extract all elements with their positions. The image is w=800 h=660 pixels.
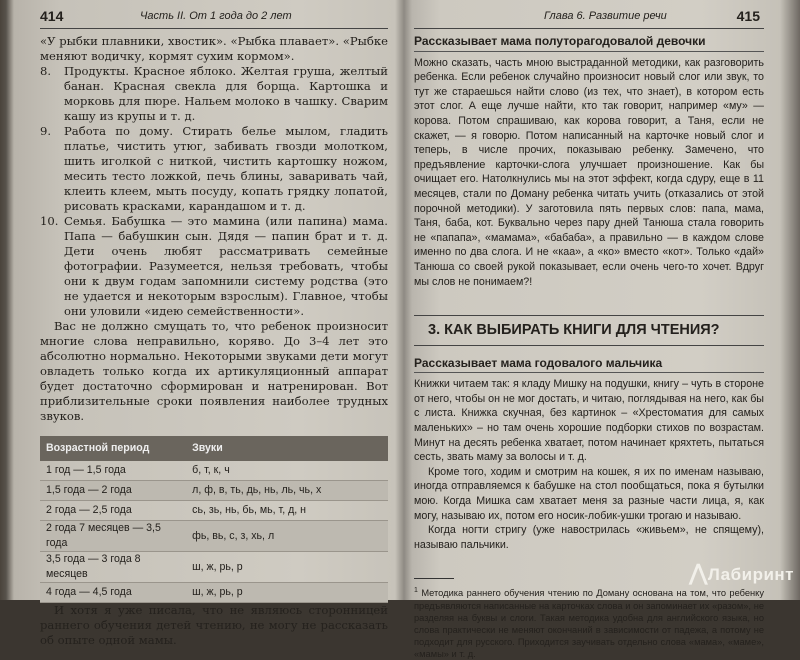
list-item-number: 9. — [40, 124, 52, 138]
table-cell: 3,5 года — 3 года 8 месяцев — [40, 552, 186, 583]
table-cell: 2 года — 2,5 года — [40, 501, 186, 521]
list-item-text: Продукты. Красное яблоко. Желтая груша, желтый банан. Красная свекла для борща. Картошка и морковь для пюре. Нальем молоко в чашку. Сварим кашу из крупы и т. д. — [64, 64, 388, 123]
table-cell: сь, зь, нь, бь, мь, т, д, н — [186, 501, 388, 521]
table-cell: 1,5 года — 2 года — [40, 481, 186, 501]
list-item-number: 8. — [40, 64, 52, 78]
table-cell: ш, ж, рь, р — [186, 552, 388, 583]
right-page-header — [414, 6, 764, 29]
table-cell: фь, вь, с, з, хь, л — [186, 521, 388, 552]
right-running-header: Глава 6. Развитие речи — [544, 10, 667, 22]
story-title: Рассказывает мама годовалого мальчика — [414, 356, 764, 374]
table-cell: 1 год — 1,5 года — [40, 461, 186, 481]
sounds-table — [40, 436, 388, 603]
list-item-number: 10. — [40, 214, 59, 228]
story-paragraph: Кроме того, ходим и смотрим на кошек, я их по именам называю, иногда отправляемся к бабушке на стол пообщаться, пока я бутылки мою. Когда Мишка сам хватает меня за разные части лица, я, как могу, называю их, потом его носик-лобик-ушки трогаю и называю. — [414, 465, 764, 522]
watermark-logo-icon: ⋀ — [689, 560, 708, 585]
table-cell: л, ф, в, ть, дь, нь, ль, чь, х — [186, 481, 388, 501]
watermark-text: Лабиринт — [707, 565, 794, 584]
continued-paragraph: «У рыбки плавники, хвостик». «Рыбка плавает». «Рыбке меняют водичку, кормят сухим кормом». — [40, 34, 388, 63]
table-cell: 2 года 7 месяцев — 3,5 года — [40, 521, 186, 552]
left-running-header: Часть II. От 1 года до 2 лет — [140, 10, 292, 22]
left-page — [40, 0, 388, 647]
table-row — [40, 461, 388, 481]
table-cell: 4 года — 4,5 года — [40, 583, 186, 603]
table-header-sounds: Звуки — [186, 436, 388, 461]
closing-paragraph: И хотя я уже писала, что не являюсь сторонницей раннего обучения детей чтению, не могу не рассказать об опыте одной мамы. — [40, 603, 388, 647]
table-cell: б, т, к, ч — [186, 461, 388, 481]
footnote-text: Методика раннего обучения чтению по Доману основана на том, что ребенку предъявляются написанные на карточках слова и он запоминает их «разом», не разделяя на буквы и слоги. Такая методика удобна для английского языка, но слова практически не меняют окончаний в зависимости от падежа, а потому не подходит для русского. Приходится заучивать отдельно слова «мама», «маме», «мамы» и т. д. — [414, 588, 764, 659]
list-item-text: Семья. Бабушка — это мамина (или папина) мама. Папа — бабушкин сын. Дядя — папин брат и т. д. Дети очень любят рассматривать семейные фотографии. Разумеется, нельзя требовать, чтобы они к двум годам запомнили систему родства (это не удается и некоторым взрослым). Главное, чтобы они уловили «идею семейственности». — [64, 214, 388, 318]
list-item — [40, 214, 388, 319]
table-header-age: Возрастной период — [40, 436, 186, 461]
footnote-mark: 1 — [414, 587, 418, 595]
story-title: Рассказывает мама полуторагодовалой девочки — [414, 34, 764, 52]
list-item-text: Работа по дому. Стирать белье мылом, гладить платье, чистить утюг, забивать гвозди молотком, шить иголкой с ниткой, чистить картошку ножом, месить тесто ложкой, печь блины, заваривать чай, клеить клеем, мыть посуду, копать грядку лопатой, рисовать красками, карандашом и т. д. — [64, 124, 388, 213]
story-paragraph: Когда ногти стригу (уже навострилась «живьем», не спящему), называю пальчики. — [414, 524, 764, 551]
table-row — [40, 521, 388, 552]
table-row — [40, 583, 388, 603]
table-row — [40, 481, 388, 501]
left-page-body — [40, 34, 388, 648]
right-page-number: 415 — [736, 8, 760, 24]
labirint-watermark — [689, 560, 794, 586]
footnote — [414, 585, 764, 659]
table-header-row — [40, 436, 388, 461]
table-cell: ш, ж, рь, р — [186, 583, 388, 603]
left-page-header — [40, 6, 388, 29]
left-page-number: 414 — [40, 8, 64, 24]
footnote-divider — [414, 578, 454, 579]
list-item — [40, 64, 388, 124]
body-paragraph: Вас не должно смущать то, что ребенок произносит многие слова неправильно, коряво. До 3–4 лет это абсолютно нормально. Некоторыми звуками дети могут овладеть только когда их артикуляционный аппарат будет достаточно сформирован и натренирован. Вот приблизительные сроки появления наиболее трудных звуков. — [40, 319, 388, 423]
story-paragraph: Книжки читаем так: я кладу Мишку на подушки, книгу – чуть в стороне от него, чтобы он не мог достать, и читаю, поглядывая на него, как бы с листа. Книжка скучная, без картинок – «Хрестоматия для самых маленьких» – но там очень хорошие подборки стихов по возрастам. Минут на десять ребенка хватает, потом начинает кряхтеть, пытаться сесть, звать маму за волосы и т. д. — [414, 378, 764, 464]
table-row — [40, 501, 388, 521]
table-row — [40, 552, 388, 583]
list-item — [40, 124, 388, 214]
section-title: 3. КАК ВЫБИРАТЬ КНИГИ ДЛЯ ЧТЕНИЯ? — [414, 315, 764, 346]
right-page — [414, 0, 764, 659]
story-text: Можно сказать, часть мною выстраданной методики, как разговорить ребенка. Если ребенок случайно произносит новый слог или звук, то тут же стараешься найти слово (из тех, что знает), в котором есть этот слог. А еще лучше найти, кто так говорит, например «му» — корова. Потом спрашиваю, как корова говорит, а Таня, если не скажет, — я говорю. Потом написанный на карточке новый слог и теперь, в числе прочих, показываю ребенку. Замечено, что предъявление карточки-слога улучшает произношение. Как бы очищает его. Натолкнулись мы на этот эффект, когда сдуру, еще в 11 месяцев, стали по Доману ребенка читать учить (отказались от этой порочной методики). У заготовила пять первых слов: папа, мама, Таня, баба, кот. Буквально через пару дней Танюша стала говорить не «папапа», «мамама», «бабаба», а правильно — в каждом слове именно по два слога. И не «каа», а «ко» вместо «кот». Только «дай» Танюша со своей рукой показывает, если очень чего-то хочет. Вдруг мы слов не понимаем?! — [414, 56, 764, 288]
